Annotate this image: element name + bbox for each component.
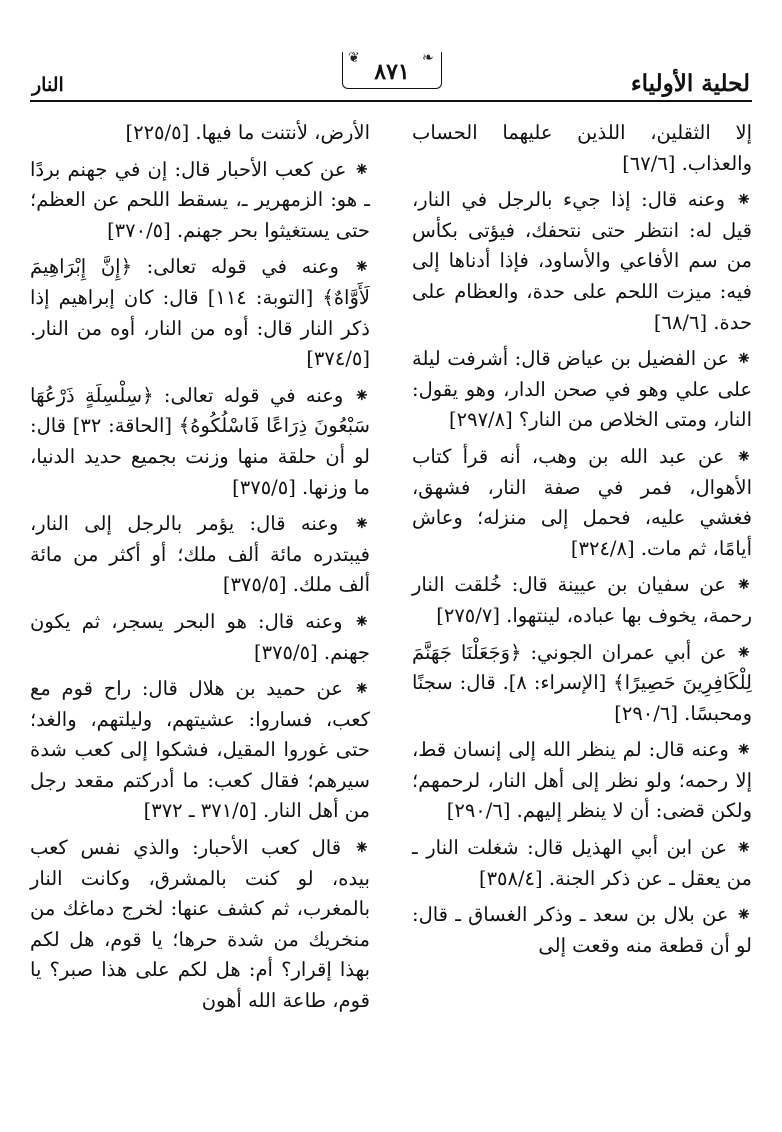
paragraph: ⁕ وعنه قال: يؤمر بالرجل إلى النار، فيبتدره مائة ألف ملك؛ أو أكثر من مائة ألف ملك. [٣٧٥/٥] [30, 512, 370, 597]
paragraph: ⁕ عن كعب الأحبار قال: إن في جهنم بردًا ـ هو: الزمهرير ـ، يسقط اللحم عن العظم؛ حتى يستغيثوا بحر جهنم. [٣٧٠/٥] [30, 157, 370, 242]
ornament-icon: ❧ [422, 50, 434, 66]
paragraph: ⁕ عن أبي عمران الجوني: ﴿وَجَعَلْنَا جَهَنَّمَ لِلْكَافِرِينَ حَصِيرًا﴾ [الإسراء: ٨]. قال: سجنًا ومحبسًا. [٢٩٠/٦] [412, 640, 752, 725]
paragraph: ⁕ وعنه قال: لم ينظر الله إلى إنسان قط، إلا رحمه؛ ولو نظر إلى أهل النار، لرحمهم؛ ولكن قضى: أن لا ينظر إليهم. [٢٩٠/٦] [412, 738, 752, 823]
paragraph: ⁕ عن بلال بن سعد ـ وذكر الغساق ـ قال: لو أن قطعة منه وقعت إلى [412, 903, 752, 957]
paragraph: ⁕ عن سفيان بن عيينة قال: خُلقت النار رحمة، يخوف بها عباده، لينتهوا. [٢٧٥/٧] [412, 573, 752, 627]
paragraph: ⁕ قال كعب الأحبار: والذي نفس كعب بيده، لو كنت بالمشرق، وكانت النار بالمغرب، ثم كشف عنها: لخرج دماغك من منخريك من شدة حرها؛ يا قوم، هل لكم بهذا إقرار؟ أم: هل لكم على هذا صبر؟ يا قوم، طاعة الله أهون [30, 836, 370, 1013]
paragraph: الأرض، لأنتنت ما فيها. [٢٢٥/٥] [125, 121, 370, 144]
paragraph: ⁕ عن عبد الله بن وهب، أنه قرأ كتاب الأهوال، فمر في صفة النار، فشهق، فغشي عليه، فحمل إلى منزله؛ وعاش أيامًا، ثم مات. [٣٢٤/٨] [412, 444, 752, 560]
paragraph: ⁕ وعنه قال: إذا جيء بالرجل في النار، قيل له: انتظر حتى نتحفك، فيؤتى بكأس من سم الأفاعي والأساود، فإذا أدناها إلى فيه: ميزت اللحم على حدة، والعظام على حدة. [٦٨/٦] [412, 188, 752, 334]
header-rule [30, 100, 752, 102]
paragraph: ⁕ عن حميد بن هلال قال: راح قوم مع كعب، فساروا: عشيتهم، وليلتهم، والغد؛ حتى غوروا المقيل، فشكوا إلى كعب شدة سيرهم؛ فقال كعب: ما أدركتم مقعد رجل من أهل النار. [٣٧١/٥ ـ ٣٧٢] [30, 677, 370, 823]
paragraph: ⁕ عن ابن أبي الهذيل قال: شغلت النار ـ من يعقل ـ عن ذكر الجنة. [٣٥٨/٤] [412, 836, 752, 890]
right-column [412, 118, 752, 967]
paragraph: إلا الثقلين، اللذين عليهما الحساب والعذاب. [٦٧/٦] [412, 121, 752, 175]
paragraph: ⁕ عن الفضيل بن عياض قال: أشرفت ليلة على علي وهو في صحن الدار، وهو يقول: النار، ومتى الخلاص من النار؟ [٢٩٧/٨] [412, 347, 752, 432]
paragraph: ⁕ وعنه قال: هو البحر يسجر، ثم يكون جهنم. [٣٧٥/٥] [30, 609, 370, 664]
left-column [30, 118, 370, 1023]
chapter-title: النار [32, 74, 64, 96]
paragraph: ⁕ وعنه في قوله تعالى: ﴿سِلْسِلَةٍ ذَرْعُهَا سَبْعُونَ ذِرَاعًا فَاسْلُكُوهُ﴾ [الحاقة: ٣٢] قال: لو أن حلقة منها وزنت بجميع حديد الدنيا، ما وزنها. [٣٧٥/٥] [30, 383, 371, 499]
page-header [30, 44, 752, 102]
paragraph: ⁕ وعنه في قوله تعالى: ﴿إِنَّ إِبْرَاهِيمَ لَأَوَّاهٌ﴾ [التوبة: ١١٤] قال: كان إبراهيم إذا ذكر النار قال: أوه من النار، أوه من النار. [٣٧٤/٥] [30, 255, 370, 371]
ornament-icon: ❦ [348, 50, 360, 66]
book-title: لحلية الأولياء [630, 70, 750, 97]
page-number: ٨٧١ [342, 52, 442, 89]
